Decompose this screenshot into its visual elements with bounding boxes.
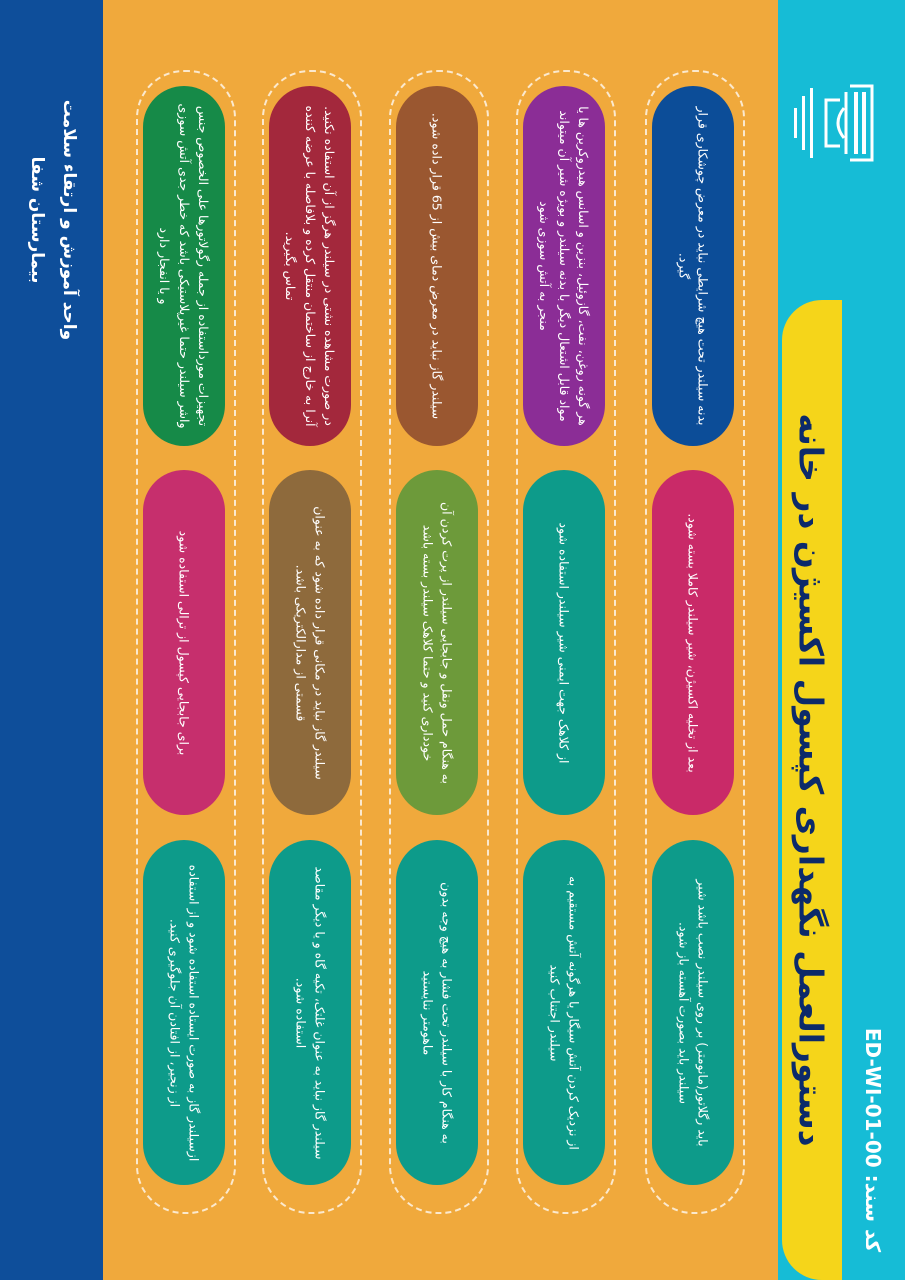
instruction-card xyxy=(269,840,351,1185)
instruction-text: سیلندر گاز نباید در مکانی قرار داده شود که به عنوان قسمتی از مدارالکتریکی باشد. xyxy=(293,505,328,780)
instruction-text: هر گونه روغن، نفت، گازوئیل، بنزین و اسانس هیدروکربن ها یا مواد قابل اشتعال دیگر با بدنه سیلندر و بویژه شیر آن میتواند منجر به آتش سوزی شود xyxy=(537,106,592,426)
instruction-card xyxy=(396,840,478,1185)
instruction-text: در صورت مشاهده نشتی در سیلندر هرگز از آن استفاده نکنید. آنرا به خارج از ساختمان منتقل کرده و بلافاصله با عرضه کننده تماس بگیرید. xyxy=(283,105,338,427)
instruction-text: سیلندر گاز نباید به عنوان غلتک، تکیه گاه و یا دیگر مقاصد استفاده شود. xyxy=(293,866,328,1159)
instruction-card xyxy=(523,840,605,1185)
instruction-card xyxy=(396,86,478,446)
instruction-text: بعد از تخلیه اکسیژن، شیر سیلندر کاملا بسته شود. xyxy=(685,512,701,773)
instruction-card xyxy=(396,470,478,815)
instruction-text: از کلاهک جهت ایمنی شیر سیلندر استفاده شود xyxy=(556,521,572,763)
instruction-text: به هنگام حمل ونقل و جابجایی سیلندر از پرت کردن آن خودداری کنید و حتما کلاهک سیلندر بسته باشد xyxy=(420,501,455,784)
instruction-text: ازسیلندر گاز به صورت ایستاده استفاده شود و از استفاده از زنجیر، از افتادن آن جلوگیری کنید. xyxy=(167,864,202,1161)
document-code: کد سند: ED-WI-01-00 xyxy=(861,1027,885,1253)
instruction-card xyxy=(143,86,225,446)
instruction-card xyxy=(523,86,605,446)
instruction-card xyxy=(652,86,734,446)
instruction-text: برای جابجایی کپسول از ترالی استفاده شود xyxy=(176,530,192,755)
footer-strip xyxy=(0,0,103,1280)
instruction-text: بدنه سیلندر تحت هیچ شرایطی نباید در معرض چوشکاری قرار گیرد. xyxy=(676,106,711,426)
footer-hospital-name: بیمارستان شفا xyxy=(27,156,47,284)
instruction-card xyxy=(523,470,605,815)
instruction-card xyxy=(269,86,351,446)
instruction-card xyxy=(269,470,351,815)
footer-unit-name: واحد آموزش و ارتقاء سلامت xyxy=(59,99,79,341)
instruction-text: به هنگام کار با سیلندر تحت فشار به هیچ وجه بدون ماهومتر ننایستید xyxy=(420,881,455,1144)
hospital-logo-icon xyxy=(780,78,880,168)
instruction-card xyxy=(143,470,225,815)
instruction-text: تجهیزات مورداستفاده از جمله رگولاتورها علی الخصوص جنس واشر سیلندر حتما غیرپلاستیکی باشد که خطر جدی آتش سوزی و یا انفجار دارد xyxy=(157,103,212,429)
page-title: دستورالعمل نگهداری کپسول اکسیژن در خانه xyxy=(791,413,831,1147)
instruction-card xyxy=(652,840,734,1185)
instruction-card xyxy=(143,840,225,1185)
instruction-text: باید رگلاتور(مانومتر) بر روی سیلندر نصب باشد شیر سیلندر باید بصورت آهسته باز شود. xyxy=(676,878,711,1147)
instruction-text: از نزدیک کردن آتش سیگار یا هرگونه آتش مستقیم به سیلندر اجتناب کنید xyxy=(547,875,582,1150)
instruction-text: سیلندر گاز نباید در معرض دمای بیش از 65 قرار داده شود. xyxy=(429,112,445,420)
instruction-card xyxy=(652,470,734,815)
